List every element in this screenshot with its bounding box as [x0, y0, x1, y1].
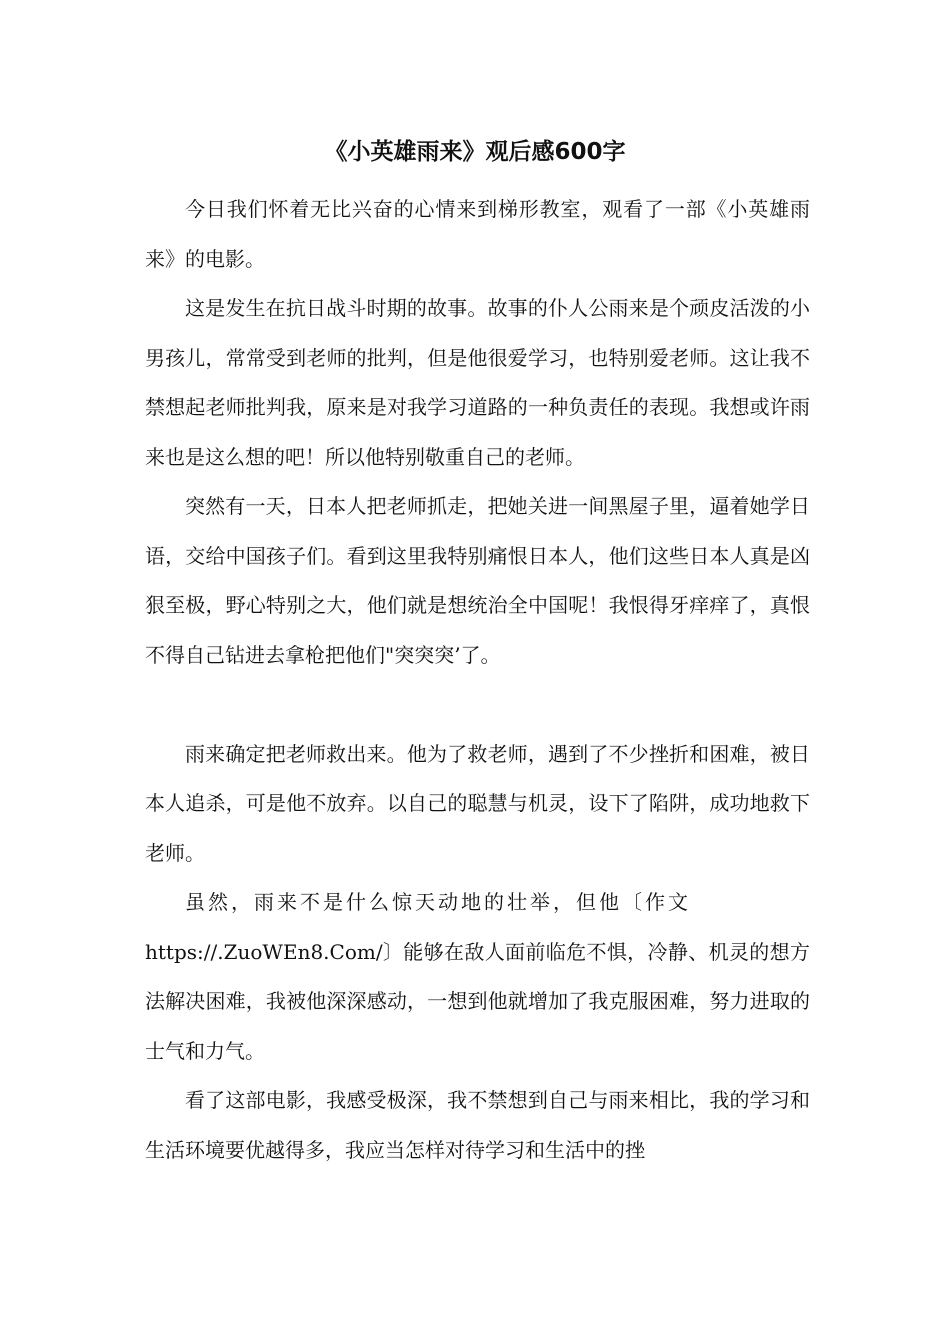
paragraph-although-continued: https://.ZuoWEn8.Com/〕能够在敌人面前临危不惧，冷静、机灵的想方法解决困难，我被他深深感动，一想到他就增加了我克服困难，努力进取的士气和力气。: [145, 939, 810, 1063]
paragraph-teacher-captured: 突然有一天，日本人把老师抓走，把她关进一间黑屋子里，逼着她学日语，交给中国孩子们。看到这里我特别痛恨日本人，他们这些日本人真是凶狠至极，野心特别之大，他们就是想统治全中国呢！我恨得牙痒痒了，真恨不得自己钻进去拿枪把他们"突突突’了。: [145, 494, 810, 667]
paragraph-although: 虽然，雨来不是什么惊天动地的壮举，但他〔作文: [185, 890, 691, 914]
paragraph-rescue: 雨来确定把老师救出来。他为了救老师，遇到了不少挫折和困难，被日本人追杀，可是他不放弃。以自己的聪慧与机灵，设下了陷阱，成功地救下老师。: [145, 741, 810, 865]
paragraph-intro: 今日我们怀着无比兴奋的心情来到梯形教室，观看了一部《小英雄雨来》的电影。: [145, 197, 810, 271]
paragraph-reflection: 看了这部电影，我感受极深，我不禁想到自己与雨来相比，我的学习和生活环境要优越得多，我应当怎样对待学习和生活中的挫: [145, 1088, 810, 1162]
page-title: 《小英雄雨来》观后感600字: [324, 139, 626, 165]
blank-line: [145, 680, 810, 730]
paragraph-story: 这是发生在抗日战斗时期的故事。故事的仆人公雨来是个顽皮活泼的小男孩儿，常常受到老师的批判，但是他很爱学习，也特别爱老师。这让我不禁想起老师批判我，原来是对我学习道路的一种负责任的表现。我想或许雨来也是这么想的吧！所以他特别敬重自己的老师。: [145, 296, 810, 469]
document-body: [145, 185, 810, 1175]
